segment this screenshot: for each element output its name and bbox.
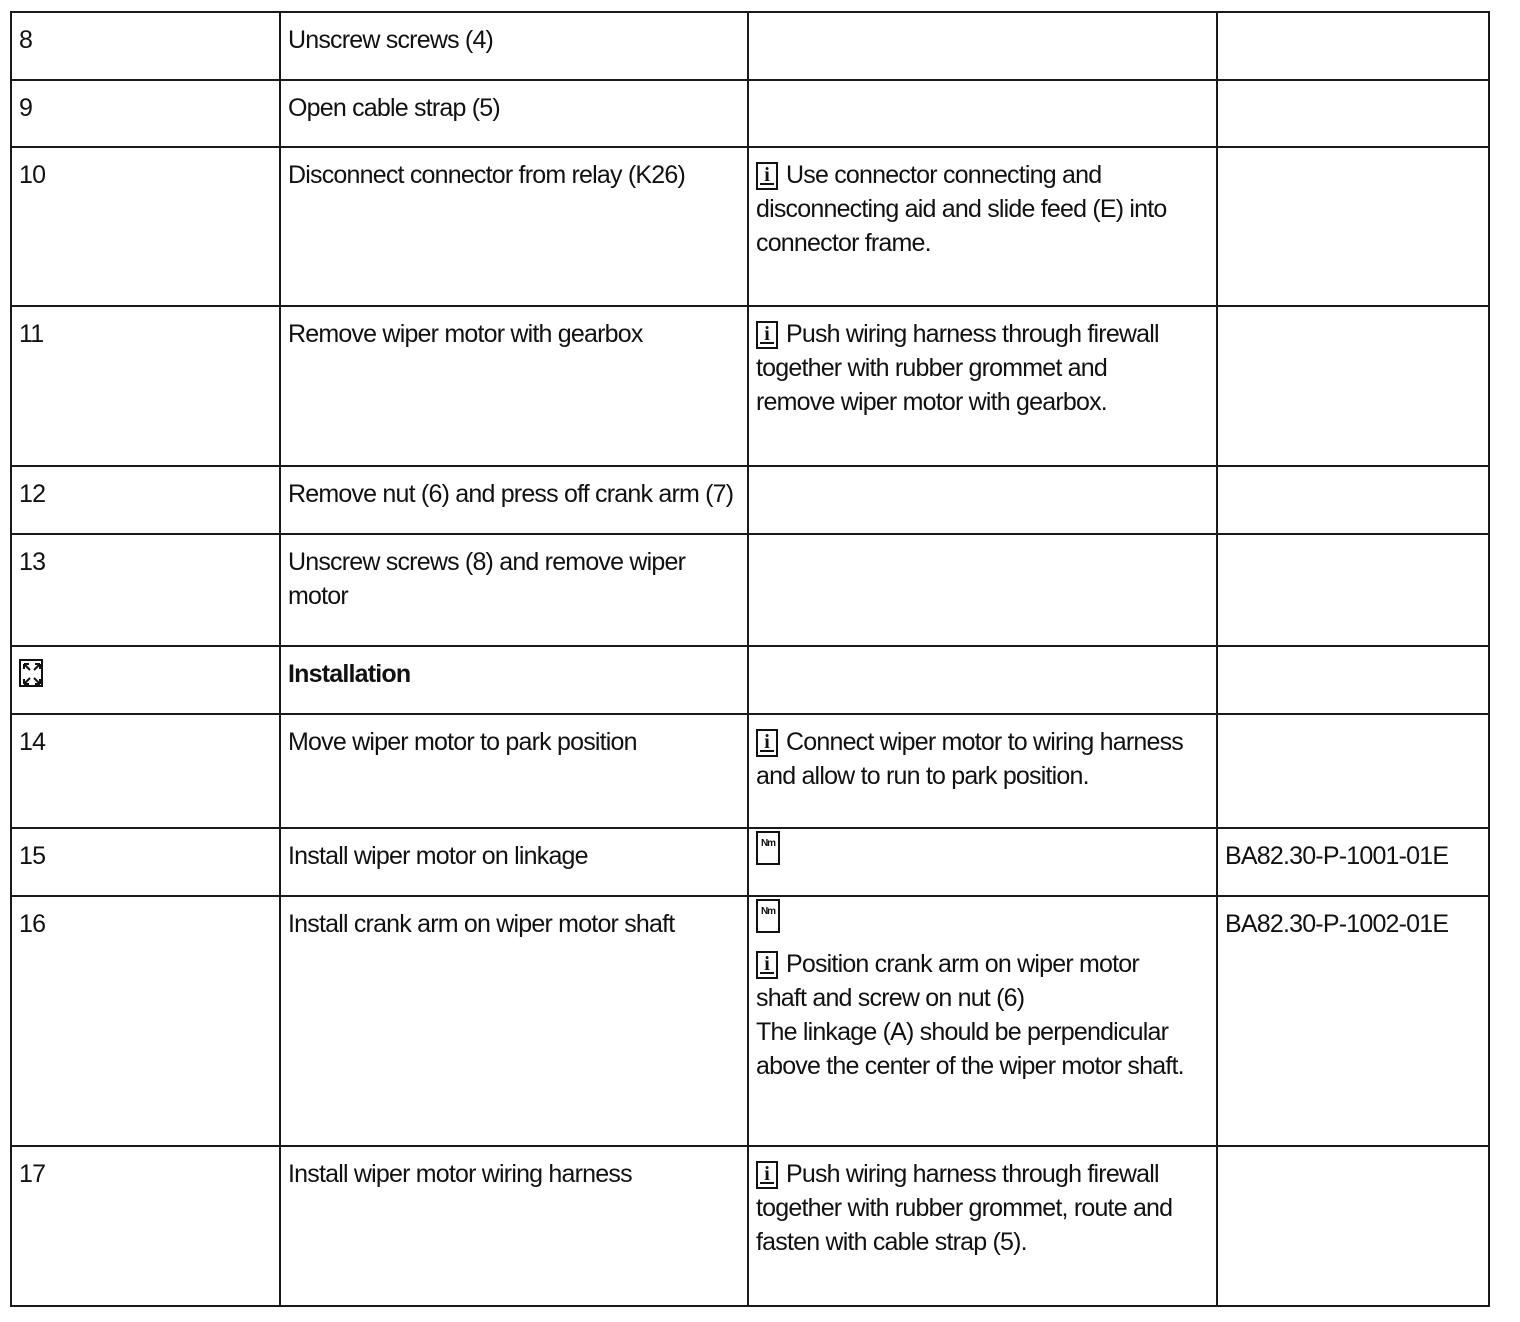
- step-number: 9: [11, 80, 280, 147]
- info-icon: i: [756, 162, 778, 190]
- step-action: Disconnect connector from relay (K26): [280, 147, 748, 306]
- step-note: [748, 80, 1217, 147]
- installation-icon-graphic: [21, 661, 43, 687]
- step-note: i Push wiring harness through firewall together with rubber grommet, route and fasten with cable strap (5).: [748, 1146, 1217, 1306]
- step-action: Remove nut (6) and press off crank arm (7): [280, 466, 748, 534]
- step-note: Nm i Position crank arm on wiper motor shaft and screw on nut (6) The linkage (A) should be perpendicular above the center of the wiper motor shaft.: [748, 896, 1217, 1146]
- step-reference: BA82.30-P-1001-01E: [1217, 828, 1489, 896]
- section-heading: Installation: [280, 646, 748, 714]
- step-note: [748, 534, 1217, 646]
- step-number: 10: [11, 147, 280, 306]
- step-note: [748, 466, 1217, 534]
- table-row: [11, 80, 1489, 147]
- step-action: Open cable strap (5): [280, 80, 748, 147]
- step-number: 11: [11, 306, 280, 466]
- info-icon: i: [756, 1161, 778, 1189]
- step-number: 13: [11, 534, 280, 646]
- table-row: [11, 714, 1489, 828]
- table-row: [11, 12, 1489, 80]
- step-action: Install wiper motor wiring harness: [280, 1146, 748, 1306]
- step-note: [748, 646, 1217, 714]
- table-row: [11, 466, 1489, 534]
- info-icon: i: [756, 321, 778, 349]
- step-number: 8: [11, 12, 280, 80]
- step-note: i Push wiring harness through firewall together with rubber grommet and remove wiper motor with gearbox.: [748, 306, 1217, 466]
- step-number: 17: [11, 1146, 280, 1306]
- step-note: i Use connector connecting and disconnecting aid and slide feed (E) into connector frame.: [748, 147, 1217, 306]
- table-row: [11, 1146, 1489, 1306]
- step-icon-cell: [11, 646, 280, 714]
- step-reference: [1217, 80, 1489, 147]
- step-reference: [1217, 147, 1489, 306]
- torque-nm-icon: Nm: [756, 899, 780, 933]
- table-row: [11, 534, 1489, 646]
- step-number: 12: [11, 466, 280, 534]
- table-row: [11, 828, 1489, 896]
- step-action: Move wiper motor to park position: [280, 714, 748, 828]
- step-reference: BA82.30-P-1002-01E: [1217, 896, 1489, 1146]
- step-number: 14: [11, 714, 280, 828]
- step-reference: [1217, 534, 1489, 646]
- info-icon: i: [756, 729, 778, 757]
- procedure-table-page: [10, 11, 1488, 1307]
- table-row-installation-header: [11, 646, 1489, 714]
- step-action: Install wiper motor on linkage: [280, 828, 748, 896]
- table-row: [11, 147, 1489, 306]
- installation-icon: [19, 659, 43, 687]
- table-row: [11, 896, 1489, 1146]
- step-reference: [1217, 646, 1489, 714]
- step-number: 16: [11, 896, 280, 1146]
- step-reference: [1217, 12, 1489, 80]
- info-icon: i: [756, 951, 778, 979]
- step-action: Unscrew screws (8) and remove wiper motor: [280, 534, 748, 646]
- step-reference: [1217, 306, 1489, 466]
- step-action: Remove wiper motor with gearbox: [280, 306, 748, 466]
- step-action: Install crank arm on wiper motor shaft: [280, 896, 748, 1146]
- step-note: [748, 12, 1217, 80]
- step-reference: [1217, 714, 1489, 828]
- torque-nm-icon: Nm: [756, 831, 780, 865]
- step-number: 15: [11, 828, 280, 896]
- table-row: [11, 306, 1489, 466]
- step-note: [748, 828, 1217, 896]
- step-reference: [1217, 1146, 1489, 1306]
- step-note: i Connect wiper motor to wiring harness and allow to run to park position.: [748, 714, 1217, 828]
- step-action: Unscrew screws (4): [280, 12, 748, 80]
- step-reference: [1217, 466, 1489, 534]
- procedure-steps-table: [10, 11, 1490, 1307]
